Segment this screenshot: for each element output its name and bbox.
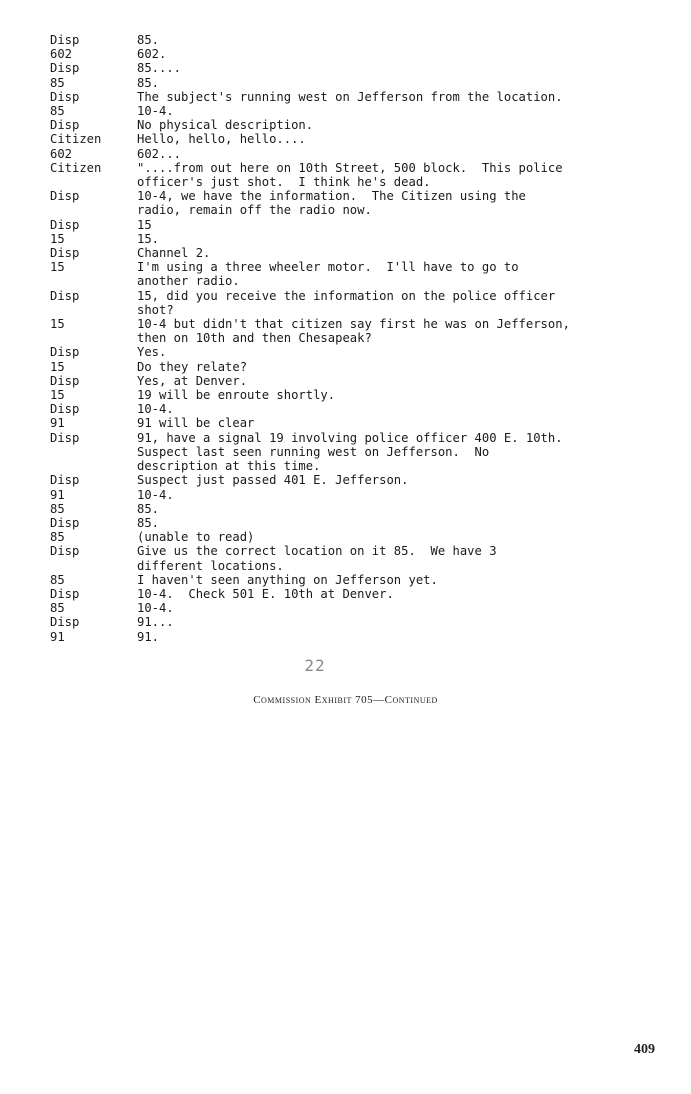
transmission-text: 85.... <box>137 61 182 76</box>
speaker-label: Disp <box>50 586 80 601</box>
speaker-label: 85 <box>50 501 65 516</box>
speaker-label: 85 <box>50 75 65 90</box>
speaker-label: 15 <box>50 231 65 246</box>
transmission-text: No physical description. <box>137 118 314 133</box>
transmission-text: Give us the correct location on it 85. We have 3 different locations. <box>137 544 497 573</box>
transmission-text: Channel 2. <box>137 246 211 261</box>
transcript-row <box>50 516 650 530</box>
transmission-text: 15. <box>137 231 160 246</box>
transcript-row <box>50 374 650 388</box>
speaker-label: Disp <box>50 288 80 303</box>
radio-transcript <box>50 33 650 644</box>
speaker-label: Citizen <box>50 160 102 175</box>
speaker-label: Disp <box>50 246 80 261</box>
transcript-row <box>50 147 650 161</box>
transcript-row <box>50 360 650 374</box>
transmission-text: 10-4. <box>137 601 174 616</box>
transmission-text: 15 <box>137 217 152 232</box>
transcript-row <box>50 587 650 601</box>
transcript-row <box>50 289 650 317</box>
speaker-label: Disp <box>50 373 80 388</box>
speaker-label: Disp <box>50 345 80 360</box>
transcript-row <box>50 630 650 644</box>
transmission-text: Do they relate? <box>137 359 248 374</box>
speaker-label: Disp <box>50 615 80 630</box>
transcript-row <box>50 502 650 516</box>
speaker-label: 85 <box>50 601 65 616</box>
transmission-text: 85. <box>137 33 160 47</box>
transcript-row <box>50 317 650 345</box>
speaker-label: Disp <box>50 61 80 76</box>
speaker-label: 15 <box>50 359 65 374</box>
speaker-label: 15 <box>50 260 65 275</box>
transmission-text: 85. <box>137 515 160 530</box>
transcript-row <box>50 345 650 359</box>
transcript-row <box>50 118 650 132</box>
transcript-row <box>50 189 650 217</box>
speaker-label: Disp <box>50 189 80 204</box>
exhibit-caption: Commission Exhibit 705—Continued <box>253 694 438 706</box>
transcript-row <box>50 33 650 47</box>
speaker-label: 602 <box>50 47 73 62</box>
speaker-label: 602 <box>50 146 73 161</box>
transcript-row <box>50 76 650 90</box>
transcript-row <box>50 402 650 416</box>
transmission-text: Yes, at Denver. <box>137 373 248 388</box>
speaker-label: Disp <box>50 33 80 47</box>
transmission-text: Yes. <box>137 345 167 360</box>
speaker-label: 85 <box>50 572 65 587</box>
transcript-row <box>50 260 650 288</box>
transmission-text: 602. <box>137 47 167 62</box>
transmission-text: "....from out here on 10th Street, 500 block. This police officer's just shot. I think he's dead. <box>137 160 563 190</box>
transmission-text: 10-4 but didn't that citizen say first he was on Jefferson, then on 10th and then Chesapeak? <box>137 317 570 346</box>
speaker-label: 15 <box>50 388 65 403</box>
speaker-label: 91 <box>50 487 65 502</box>
speaker-label: Disp <box>50 430 80 445</box>
transmission-text: I haven't seen anything on Jefferson yet. <box>137 572 438 587</box>
speaker-label: Disp <box>50 544 80 559</box>
transmission-text: 10-4. <box>137 104 174 119</box>
transcript-row <box>50 61 650 75</box>
speaker-label: Disp <box>50 89 80 104</box>
transmission-text: 15, did you receive the information on the police officer shot? <box>137 288 556 317</box>
transcript-row <box>50 544 650 572</box>
transcript-row <box>50 615 650 629</box>
speaker-label: Disp <box>50 515 80 530</box>
speaker-label: Disp <box>50 118 80 133</box>
transcript-row <box>50 90 650 104</box>
transmission-text: 85. <box>137 75 160 90</box>
transmission-text: 91... <box>137 615 174 630</box>
transmission-text: (unable to read) <box>137 530 255 545</box>
transmission-text: 91, have a signal 19 involving police officer 400 E. 10th. Suspect last seen running west on Jefferson. No description at this time. <box>137 430 563 474</box>
speaker-label: 91 <box>50 629 65 644</box>
transmission-text: 10-4, we have the information. The Citizen using the radio, remain off the radio now. <box>137 189 526 218</box>
transmission-text: Hello, hello, hello.... <box>137 132 306 147</box>
transmission-text: 10-4. <box>137 487 174 502</box>
transcript-row <box>50 530 650 544</box>
speaker-label: 15 <box>50 317 65 332</box>
speaker-label: 85 <box>50 104 65 119</box>
transcript-row <box>50 473 650 487</box>
transmission-text: Suspect just passed 401 E. Jefferson. <box>137 473 409 488</box>
page-mark: 22 <box>304 656 326 675</box>
transcript-row <box>50 246 650 260</box>
transmission-text: 10-4. Check 501 E. 10th at Denver. <box>137 586 394 601</box>
transcript-row <box>50 431 650 474</box>
speaker-label: Disp <box>50 402 80 417</box>
transcript-row <box>50 573 650 587</box>
transcript-row <box>50 104 650 118</box>
speaker-label: Disp <box>50 473 80 488</box>
transmission-text: The subject's running west on Jefferson from the location. <box>137 89 563 104</box>
transcript-row <box>50 132 650 146</box>
transmission-text: 602... <box>137 146 182 161</box>
transmission-text: 85. <box>137 501 160 516</box>
speaker-label: 91 <box>50 416 65 431</box>
transcript-row <box>50 47 650 61</box>
transcript-row <box>50 218 650 232</box>
transmission-text: I'm using a three wheeler motor. I'll have to go to another radio. <box>137 260 519 289</box>
transmission-text: 91 will be clear <box>137 416 255 431</box>
transmission-text: 10-4. <box>137 402 174 417</box>
speaker-label: Citizen <box>50 132 102 147</box>
transcript-row <box>50 161 650 189</box>
transcript-row <box>50 601 650 615</box>
page-number: 409 <box>634 1042 655 1057</box>
speaker-label: 85 <box>50 530 65 545</box>
transcript-row <box>50 416 650 430</box>
transcript-row <box>50 232 650 246</box>
speaker-label: Disp <box>50 217 80 232</box>
transmission-text: 19 will be enroute shortly. <box>137 388 336 403</box>
transmission-text: 91. <box>137 629 160 644</box>
transcript-row <box>50 488 650 502</box>
transcript-row <box>50 388 650 402</box>
